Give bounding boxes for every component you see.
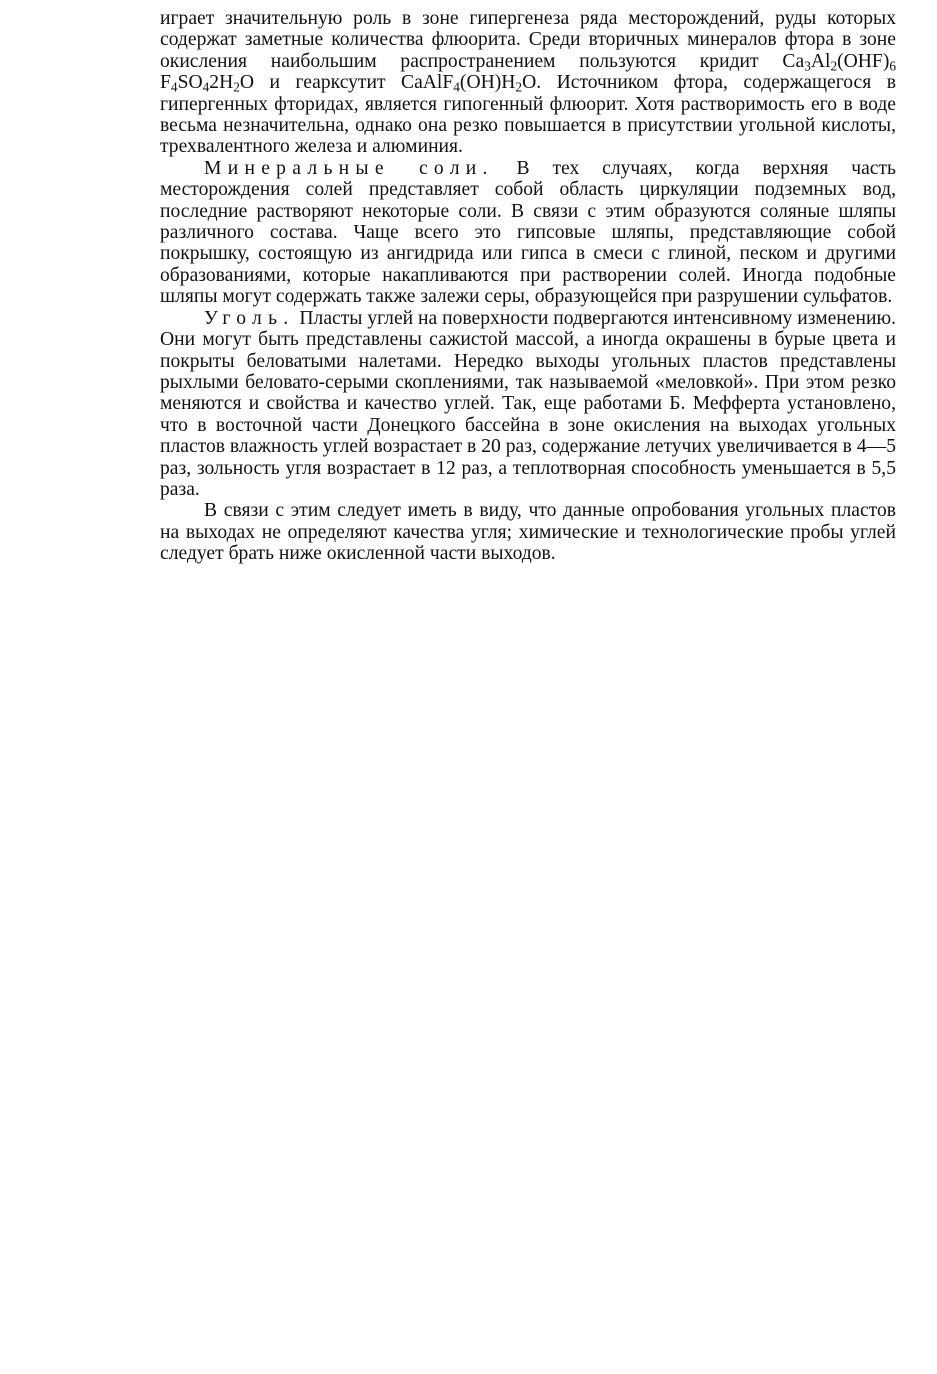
paragraph-mineral-salts-text: В тех случаях, когда верхняя часть месторождения солей представляет собой область циркуляции подземных вод, последние растворяют некоторые соли. В связи с этим образуются соляные шляпы различного состава. Чаще всего это гипсовые шляпы, представляющие собой покрышку, состоящую из ангидрида или гипса в смеси с глиной, песком и другими образованиями, которые накапливаются при растворении солей. Иногда подобные шляпы могут содержать также залежи серы, образующейся при разрушении сульфатов. [160, 157, 896, 308]
section-heading-coal: Уголь. [204, 307, 295, 329]
paragraph-sampling-text: В связи с этим следует иметь в виду, что данные опробования угольных пластов на выходах не определяют качества угля; химические и технологические пробы углей следует брать ниже окисленной части выходов. [160, 500, 896, 565]
paragraph-fluorite-text-a: играет значительную роль в зоне гипергенеза ряда месторождений, руды которых содержат заметные количества флюорита. Среди вторичных минералов фтора в зоне окисления наибольшим распространением пользуются кридит [160, 8, 896, 72]
paragraph-fluorite-text-b: и геарксутит [254, 72, 401, 94]
formula-gearksutite: $CaAlF_4(OH)H_2O$. [401, 72, 542, 95]
paragraph-coal [160, 308, 896, 501]
formula-creedite: $Ca_3Al_2(OHF)_6$ $F_4SO_42H_2O$ [160, 50, 896, 95]
document-page [160, 8, 896, 565]
paragraph-fluorite [160, 8, 896, 158]
paragraph-mineral-salts [160, 158, 896, 308]
paragraph-sampling [160, 500, 896, 564]
paragraph-coal-text: Пласты углей на поверхности подвергаются интенсивному изменению. Они могут быть представлены сажистой массой, а иногда окрашены в бурые цвета и покрыты беловатыми налетами. Нередко выходы угольных пластов представлены рыхлыми беловато-серыми скоплениями, так называемой «меловкой». При этом резко меняются и свойства и качество углей. Так, еще работами Б. Мефферта установлено, что в восточной части Донецкого бассейна в зоне окисления на выходах угольных пластов влажность углей возрастает в 20 раз, содержание летучих увеличивается в 4—5 раз, зольность угля возрастает в 12 раз, а теплотворная способность уменьшается в 5,5 раза. [160, 307, 896, 500]
section-heading-mineral-salts: Минеральные соли. [204, 157, 494, 179]
paragraph-fluorite-text-c: Источником фтора, содержащегося в гипергенных фторидах, является гипогенный флюорит. Хотя растворимость его в воде весьма незначительна, однако она резко повышается в присутствии угольной кислоты, трехвалентного железа и алюминия. [160, 72, 896, 158]
